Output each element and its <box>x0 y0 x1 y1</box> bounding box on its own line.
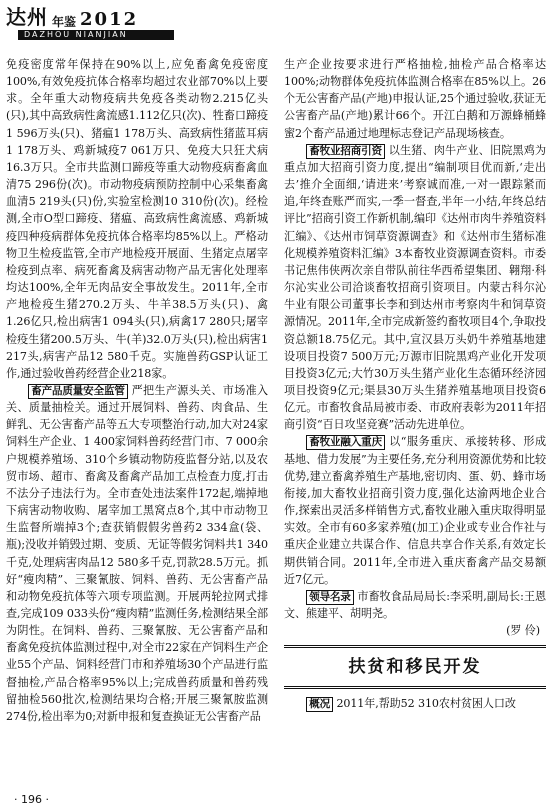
yearbook-subtitle: DAZHOU NIANJIAN <box>18 30 174 40</box>
section-tag: 畜产品质量安全监管 <box>28 384 128 399</box>
paragraph-text: 严把生产源头关、市场准入关、质量抽检关。通过开展饲料、兽药、肉食品、生鲜乳、无公害畜产品等五大专项整治行动,加大对24家饲料生产企业、1 400家饲料兽药经营门市、7 000余户规模养殖场、310个乡镇动物防疫监督分站,以及农贸市场、超市、畜禽及畜禽产品加工点检查力度,打击不法分子违法行为。全市查处违法案件172起,端掉地下病害动物收购、屠宰加工黑窝点8个,其中市动物卫生监督所端掉3个;查获销假假劣兽药2 334盒(袋、瓶);没收并销毁过期、变质、无证等假劣饲料共1 340千克,处理病害肉品12 580多千克,罚款28.5万元。抓好“瘦肉精”、三聚氰胺、饲料、兽药、无公害畜产品和动物免疫抗体等六项专项监测。开展两轮拉网式排查,完成109 033头份“瘦肉精”监测任务,检测结果全部为阴性。在饲料、兽药、三聚氰胺、无公害畜产品和畜禽免疫抗体监测过程中,对全市22家在产饲料生产企业55个产品、饲料经营门市和养殖场30个产品进行监督抽检,产品合格率95%以上;完成兽药质量和兽药残留抽检560批次,检测结果均合格;开展三聚氰胺监测274份,检出率为0;对新申报和复查换证无公害畜产品 <box>6 383 268 723</box>
section-tag: 领导名录 <box>306 590 354 605</box>
paragraph: 免疫密度常年保持在90%以上,应免畜禽免疫密度100%,有效免疫抗体合格率均超过农业部70%以上要求。全年重大动物疫病共免疫各类动物2.215亿头(只),其中高致病性禽流感1.112亿只(次)、牲畜口蹄疫1 596万头(只)、猪瘟1 178万头、高致病性猪蓝耳病1 178万头、鸡新城疫7 061万只、免疫大只狂犬病16.3万只。全市共监测口蹄疫等重大动物疫病畜禽血清75 296份(次)。市动物疫病预防控制中心采集畜禽血清5 219头(只)份,实验室检测10 310份(次)。经检测,全市O型口蹄疫、猪瘟、高致病性禽流感、鸡新城疫四种疫病群体免疫抗体合格率均85%以上。严格动物卫生检疫监管,全市产地检疫开展面、生猪定点屠宰检疫到点率、病死畜禽及病害动物产品无害化处理率均达100%,全年无肉品安全事故发生。2011年,全市产地检疫生猪270.2万头、牛羊38.5万头(只)、禽1.26亿只,检出病害1 094头(只),病禽17 280只;屠宰检疫生猪200.5万头、牛(羊)32.0万头(只),检出病害1 217头,病害产品12 580千克。实施兽药GSP认证工作,通过验收兽药经营企业218家。 <box>6 58 268 380</box>
paragraph <box>284 433 546 587</box>
paragraph-text: 市畜牧食品局局长:李采明,副局长:王恩文、熊建平、胡明尧。 <box>284 589 546 620</box>
section-tag: 畜牧业招商引资 <box>306 144 385 159</box>
section-heading: 扶贫和移民开发 <box>284 645 546 689</box>
byline: (罗 伶) <box>506 624 540 638</box>
paragraph-text: 以“服务重庆、承接转移、形成基地、借力发展”为主要任务,充分利用资源优势和比较优势,建立畜禽养殖生产基地,密切肉、蛋、奶、蜂市场衔接,加大畜牧业招商引资力度,强化达渝两地企业合作,探索出灵活多样销售方式,畜牧业融入重庆取得明显实效。全市有60多家养殖(加工)企业或专业合作社与重庆企业建立共谋合作、信息共享合作关系,有效定长期供销合同。2011年,全市进入重庆畜禽产品交易额近7亿元。 <box>284 435 546 586</box>
yearbook-city: 达州 <box>6 5 48 29</box>
right-column <box>284 56 546 794</box>
paragraph-text: 2011年,帮助52 310农村贫困人口改 <box>336 697 516 711</box>
section-tag: 概况 <box>306 697 333 712</box>
section-tag: 畜牧业融入重庆 <box>306 435 385 450</box>
left-column <box>6 56 268 794</box>
paragraph <box>6 382 268 725</box>
paragraph-text: 以生猪、肉牛产业、旧院黑鸡为重点加大招商引资力度,提出“编制项目优而新,‘走出去’推介全面细,‘请进来’考察诚而准,一对一跟踪紧而追,年终查账严而实,一季一督查,半年一小结,年终总结评比”招商引资工作新机制,编印《达州市肉牛养殖资料汇编》、《达州市饲草资源调查》和《达州市生猪标准化规模养殖资料汇编》3本畜牧业资源调查资料。市委书记焦伟侠两次亲自带队前往华西希望集团、翱翔·科尔沁实业公司洽谈畜牧招商引资项目。内蒙古科尔沁牛业有限公司董事长李和到达州市考察肉牛和饲草资源情况。2011年,全市完成新签约畜牧项目4个,争取投资总额18.75亿元。其中,宣汉县万头奶牛养殖基地建设项目投资7 500万元;万源市旧院黑鸡产业化开发项目投资3亿元;大竹30万头生猪产业化生态循环经济园项目投资9亿元;渠县30万头生猪养殖基地项目投资6亿元。市畜牧食品局被市委、市政府表彰为2011年招商引资“百日攻坚竞赛”活动先进单位。 <box>284 143 546 432</box>
paragraph: 生产企业按要求进行严格抽检,抽检产品合格率达100%;动物群体免疫抗体监测合格率在85%以上。26个无公害畜产品(产地)申报认证,25个通过验收,获证无公害畜产品(产地)累计66个。开江白鹅和万源蜂桶蜂蜜2个畜产品通过地理标志登记产品现场核查。 <box>284 58 546 140</box>
page-number: · 196 · <box>14 793 49 806</box>
yearbook-label: 年鉴 <box>52 15 77 29</box>
paragraph <box>284 695 546 712</box>
paragraph <box>284 142 546 434</box>
page-header <box>0 0 553 46</box>
yearbook-title <box>6 5 186 30</box>
paragraph <box>284 588 546 622</box>
yearbook-year: 2012 <box>80 9 139 30</box>
